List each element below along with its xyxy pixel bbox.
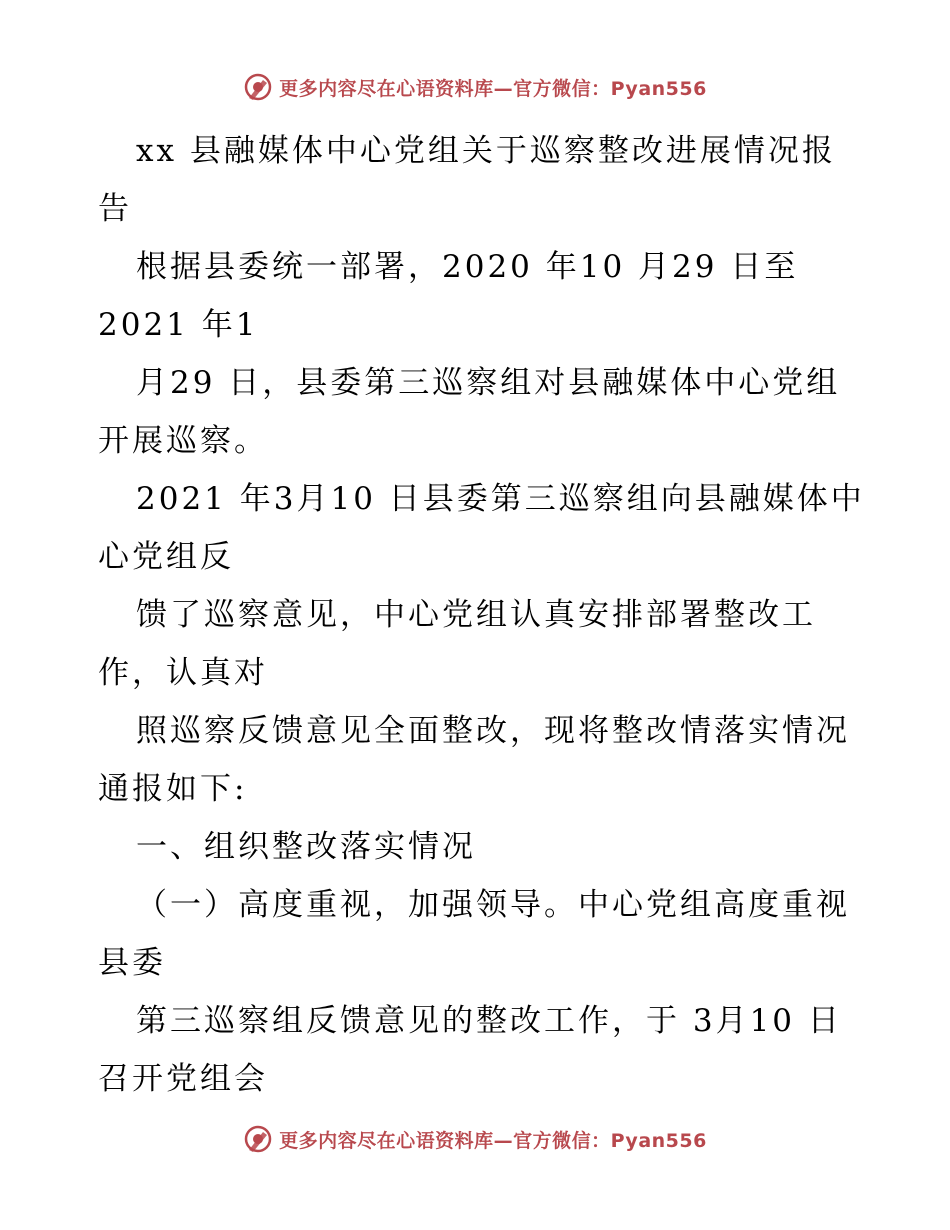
text-line: 通报如下: [98,771,248,807]
header-watermark [0,72,950,102]
text-line: xx 县融媒体中心党组关于巡察整改进展情况报 [136,133,836,169]
text-line: 开展巡察。 [98,423,268,459]
text-line: 心党组反 [98,539,234,575]
text-line: 县委 [98,945,166,981]
document-body [98,122,865,1108]
text-line: 召开党组会 [98,1061,268,1097]
text-line: 第三巡察组反馈意见的整改工作，于 3月10 日 [136,1003,842,1039]
text-line: 告 [98,191,132,227]
pen-logo-icon [243,72,273,102]
text-line: 一、组织整改落实情况 [136,829,476,865]
text-line: 月29 日，县委第三巡察组对县融媒体中心党组 [136,365,841,401]
text-line: 馈了巡察意见，中心党组认真安排部署整改工 [136,597,816,633]
watermark-text: 更多内容尽在心语资料库—官方微信：Pyan556 [279,77,707,100]
pen-logo-icon [243,1124,273,1154]
text-line: 根据县委统一部署，2020 年10 月29 日至 [136,249,799,285]
text-line: 2021 年1 [98,307,259,343]
text-line: 照巡察反馈意见全面整改，现将整改情落实情况 [136,713,850,749]
text-line: （一）高度重视，加强领导。中心党组高度重视 [136,887,850,923]
footer-watermark [0,1124,950,1154]
text-line: 2021 年3月10 日县委第三巡察组向县融媒体中 [136,481,865,517]
watermark-text: 更多内容尽在心语资料库—官方微信：Pyan556 [279,1129,707,1152]
text-line: 作，认真对 [98,655,268,691]
